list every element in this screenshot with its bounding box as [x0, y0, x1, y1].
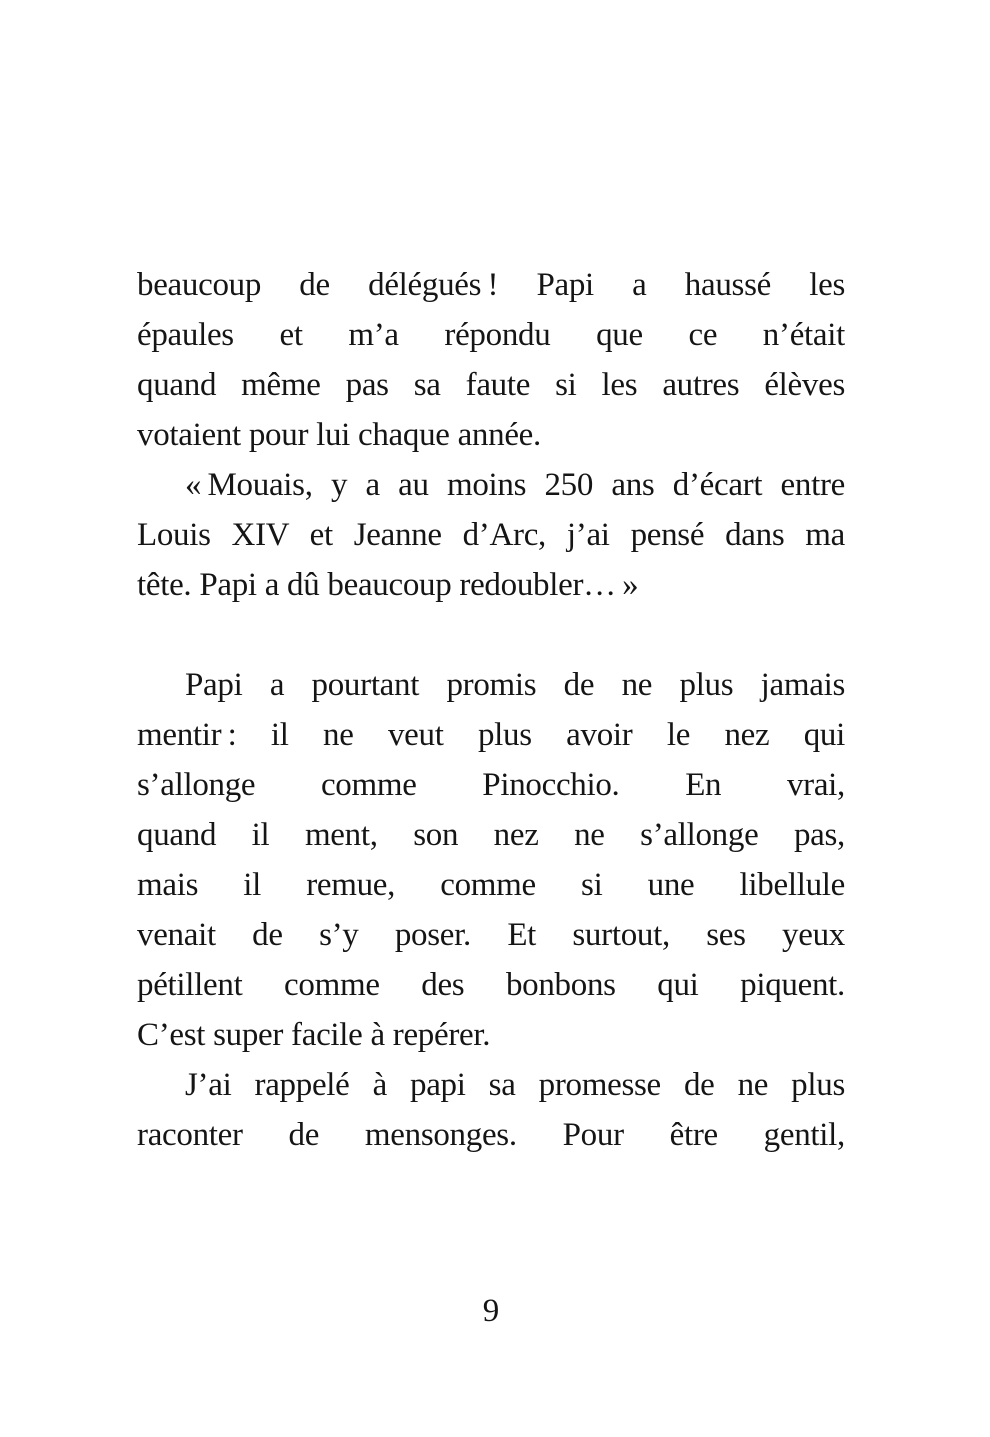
text-line: Louis XIV et Jeanne d’Arc, j’ai pensé dans ma [137, 517, 845, 553]
text-line: venait de s’y poser. Et surtout, ses yeux [137, 917, 845, 953]
paragraph-4 [137, 1060, 845, 1160]
paragraph-2 [137, 460, 845, 610]
page-text-block [137, 260, 845, 1160]
text-line: s’allonge comme Pinocchio. En vrai, [137, 767, 845, 803]
paragraph-1 [137, 260, 845, 460]
text-line: mentir : il ne veut plus avoir le nez qui [137, 717, 845, 753]
paragraph-3 [137, 660, 845, 1060]
text-line: « Mouais, y a au moins 250 ans d’écart entre [185, 467, 845, 503]
text-line: pétillent comme des bonbons qui piquent. [137, 967, 845, 1003]
text-line: quand même pas sa faute si les autres élèves [137, 367, 845, 403]
text-line: votaient pour lui chaque année. [137, 417, 541, 453]
text-line: beaucoup de délégués ! Papi a haussé les [137, 267, 845, 303]
page-number: 9 [482, 1293, 500, 1329]
text-line: mais il remue, comme si une libellule [137, 867, 845, 903]
text-line: raconter de mensonges. Pour être gentil, [137, 1117, 845, 1153]
text-line: quand il ment, son nez ne s’allonge pas, [137, 817, 845, 853]
text-line: C’est super facile à repérer. [137, 1017, 491, 1053]
text-line: tête. Papi a dû beaucoup redoubler… » [137, 567, 639, 603]
text-line: épaules et m’a répondu que ce n’était [137, 317, 845, 353]
text-line: J’ai rappelé à papi sa promesse de ne plus [185, 1067, 845, 1103]
text-line: Papi a pourtant promis de ne plus jamais [185, 667, 845, 703]
